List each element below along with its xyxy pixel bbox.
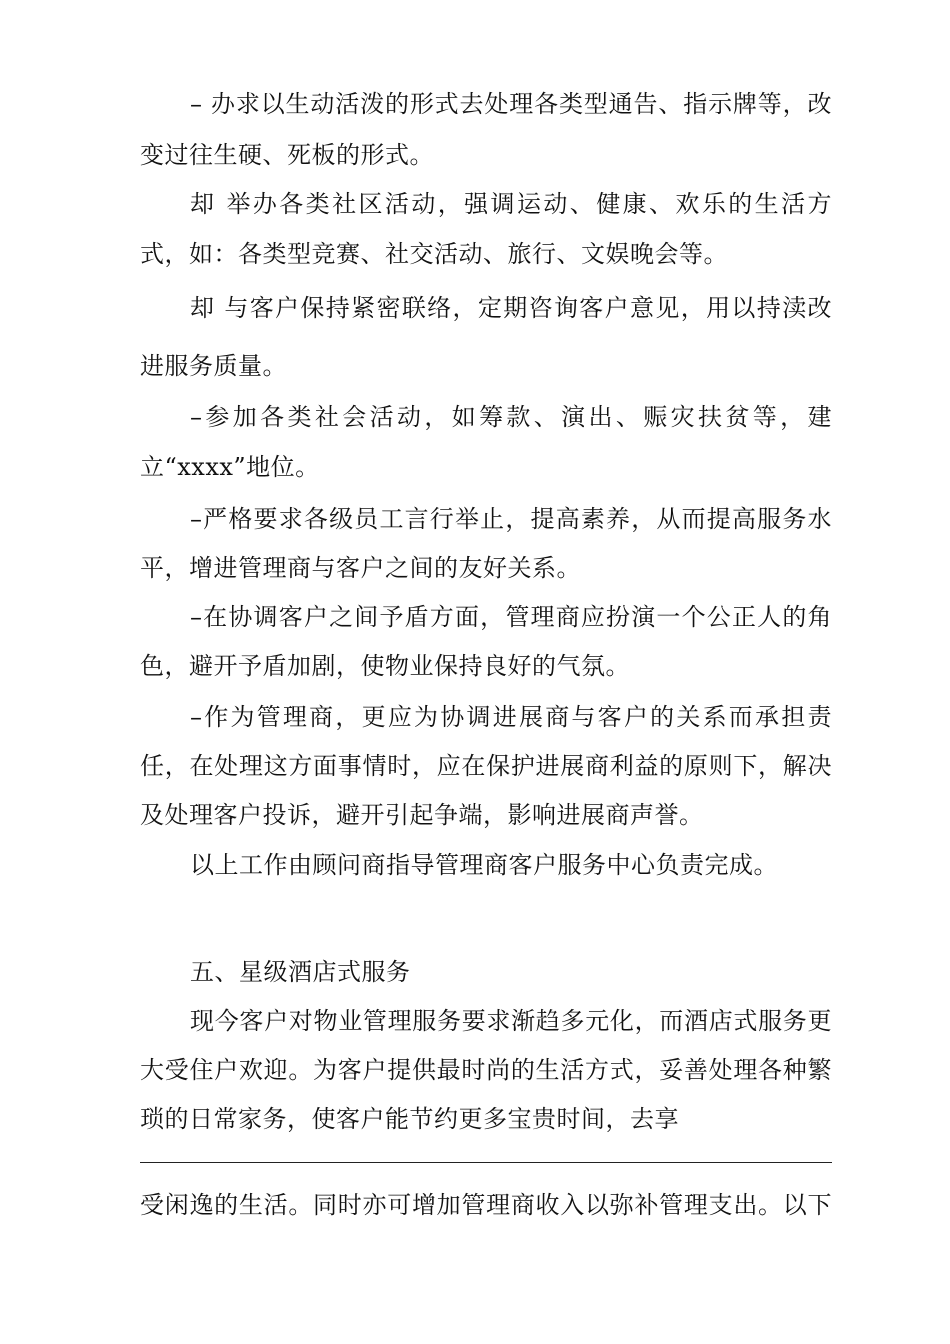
paragraph-2-line-2: 式，如：各类型竞赛、社交活动、旅行、文娱晚会等。 [140,240,728,268]
paragraph-6-line-1: –在协调客户之间予盾方面，管理商应扮演一个公正人的角 [190,603,832,631]
paragraph-7-line-3: 及处理客户投诉，避开引起争端，影响进展商声誉。 [140,801,704,829]
section-body-line-1: 现今客户对物业管理服务要求渐趋多元化，而酒店式服务更 [190,1007,832,1035]
continuation-line: 受闲逸的生活。同时亦可增加管理商收入以弥补管理支出。以下 [140,1191,832,1219]
paragraph-8-line-1: 以上工作由顾问商指导管理商客户服务中心负责完成。 [190,851,778,879]
paragraph-4-line-2: 立“xxxx”地位。 [140,453,320,481]
paragraph-7-line-2: 任，在处理这方面事情时，应在保护进展商利益的原则下，解决 [140,752,832,780]
paragraph-5-line-2: 平，增进管理商与客户之间的友好关系。 [140,554,581,582]
page-divider [140,1162,832,1163]
paragraph-1-line-2: 变过往生硬、死板的形式。 [140,141,434,169]
paragraph-5-line-1: –严格要求各级员工言行举止，提高素养，从而提高服务水 [190,505,832,533]
paragraph-2-line-1: 却 举办各类社区活动，强调运动、健康、欢乐的生活方 [190,190,832,218]
section-body-line-2: 大受住户欢迎。为客户提供最时尚的生活方式，妥善处理各种繁 [140,1056,832,1084]
section-body-line-3: 琐的日常家务，使客户能节约更多宝贵时间，去享 [140,1105,679,1133]
section-heading: 五、星级酒店式服务 [190,958,411,986]
paragraph-4-line-1: –参加各类社会活动，如筹款、演出、赈灾扶贫等，建 [190,403,832,431]
paragraph-6-line-2: 色，避开予盾加剧，使物业保持良好的气氛。 [140,652,630,680]
paragraph-3-line-1: 却 与客户保持紧密联络，定期咨询客户意见，用以持渎改 [190,294,832,322]
paragraph-1-line-1: – 办求以生动活泼的形式去处理各类型通告、指示牌等，改 [190,90,832,118]
paragraph-7-line-1: –作为管理商，更应为协调进展商与客户的关系而承担责 [190,703,832,731]
paragraph-3-line-2: 进服务质量。 [140,352,287,380]
